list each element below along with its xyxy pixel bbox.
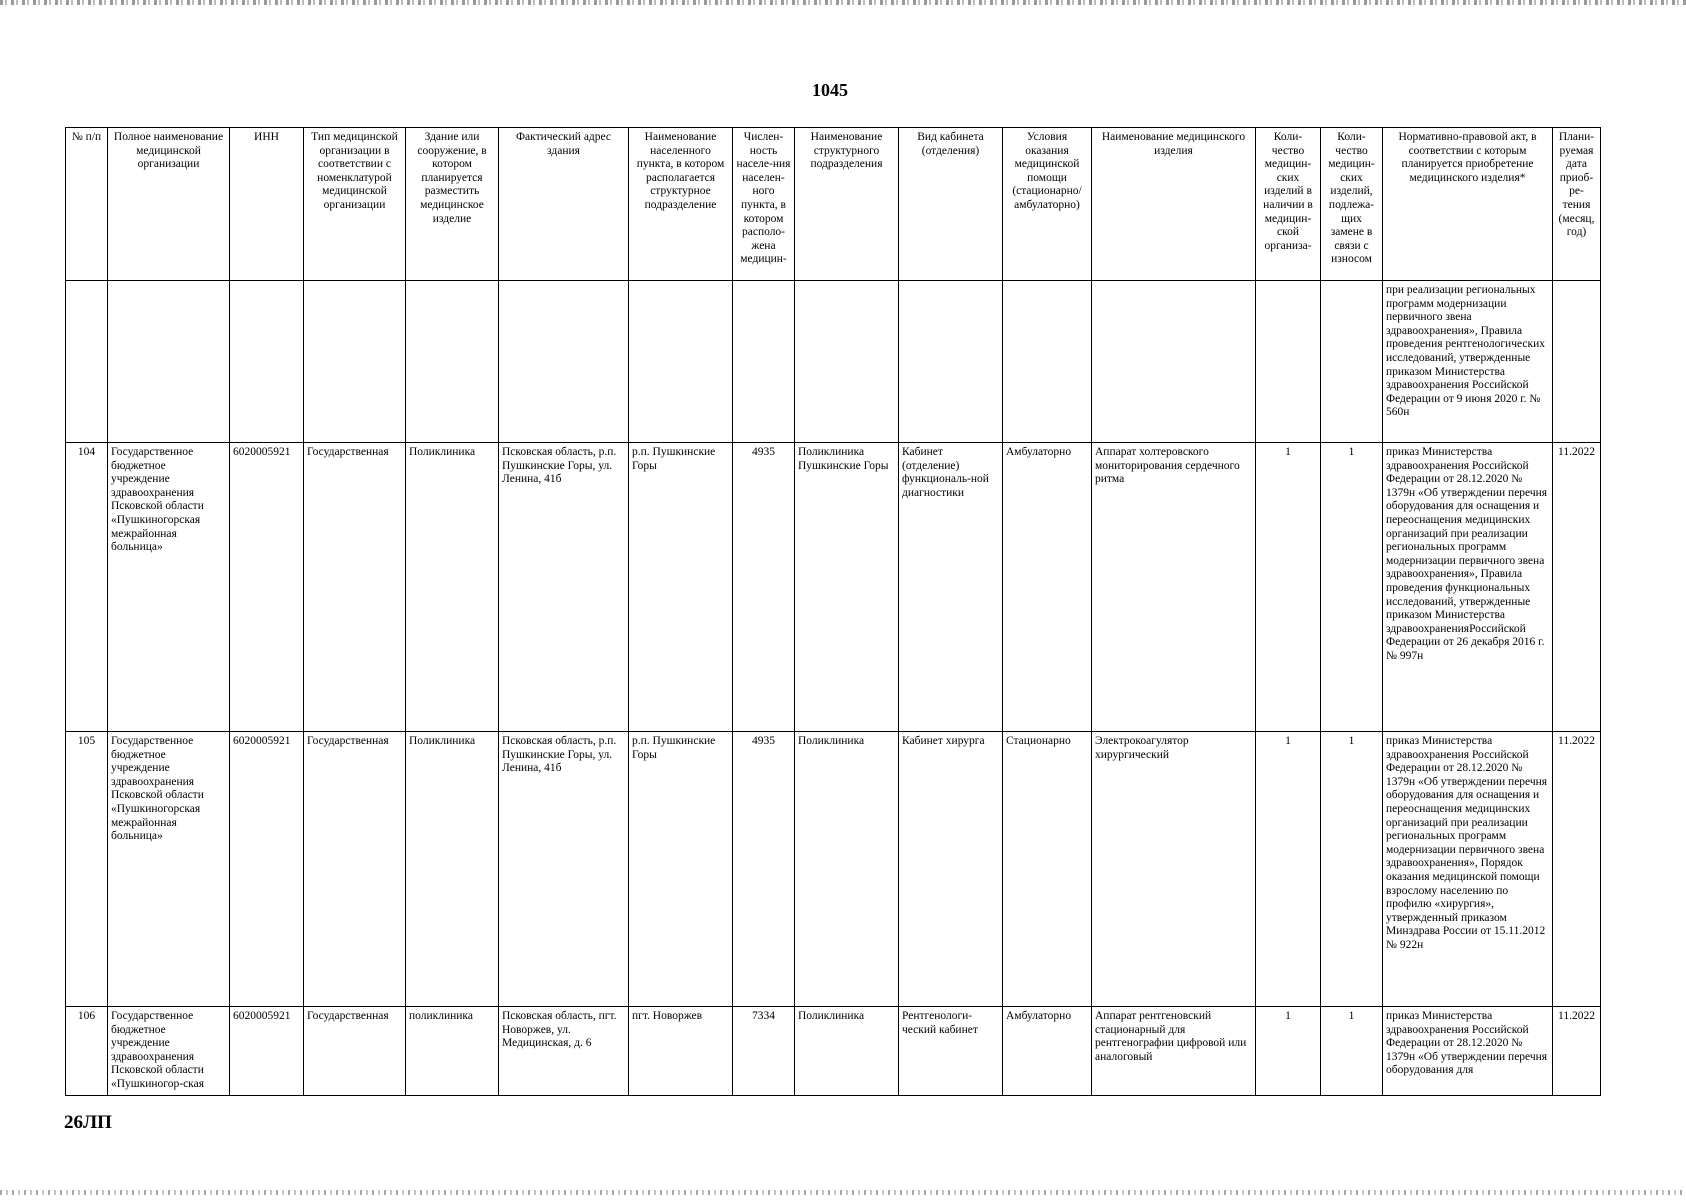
- header-cell: Вид кабинета (отделения): [899, 128, 1003, 281]
- act-cell: приказ Министерства здравоохранения Российской Федерации от 28.12.2020 № 1379н «Об утверждении перечня оборудования для оснащения и переоснащения медицинских организаций при реализации региональных программ модернизации первичного звена здравоохранения», Правила проведения функциональных исследований, утвержденные приказом Министерства здравоохраненияРоссийской Федерации от 26 декабря 2016 г. № 997н: [1383, 443, 1553, 732]
- settlement-cell: р.п. Пушкинские Горы: [629, 443, 733, 732]
- planned-date-cell: 11.2022: [1553, 1007, 1601, 1096]
- header-cell: Наименование населенного пункта, в котором располагается структурное подразделение: [629, 128, 733, 281]
- org-name-cell: Государственное бюджетное учреждение здравоохранения Псковской области «Пушкиногор-ская: [108, 1007, 230, 1096]
- device-cell: Аппарат холтеровского мониторирования сердечного ритма: [1092, 443, 1256, 732]
- empty-cell: [629, 281, 733, 443]
- division-cell: Поликлиника Пушкинские Горы: [795, 443, 899, 732]
- header-cell: Наименование структурного подразделения: [795, 128, 899, 281]
- equipment-table: [65, 127, 1601, 1096]
- division-cell: Поликлиника: [795, 1007, 899, 1096]
- conditions-cell: Стационарно: [1003, 732, 1092, 1007]
- empty-cell: [1092, 281, 1256, 443]
- header-cell: Здание или сооружение, в котором планируется разместить медицинское изделие: [406, 128, 499, 281]
- header-cell: Полное наименование медицинской организации: [108, 128, 230, 281]
- population-cell: 7334: [733, 1007, 795, 1096]
- cabinet-cell: Кабинет (отделение) функциональ-ной диагностики: [899, 443, 1003, 732]
- empty-cell: [66, 281, 108, 443]
- header-cell: Фактический адрес здания: [499, 128, 629, 281]
- empty-cell: [1256, 281, 1321, 443]
- row-number-cell: 106: [66, 1007, 108, 1096]
- header-cell: Коли-чество медицин-ских изделий в наличии в медицин-ской организа-: [1256, 128, 1321, 281]
- header-cell: Наименование медицинского изделия: [1092, 128, 1256, 281]
- org-name-cell: Государственное бюджетное учреждение здравоохранения Псковской области «Пушкиногорская межрайонная больница»: [108, 732, 230, 1007]
- qty-available-cell: 1: [1256, 443, 1321, 732]
- act-cell: при реализации региональных программ модернизации первичного звена здравоохранения», Правила проведения рентгенологических исследований, утвержденные приказом Министерства здравоохранения Российской Федерации от 9 июня 2020 г. № 560н: [1383, 281, 1553, 443]
- building-cell: Поликлиника: [406, 732, 499, 1007]
- address-cell: Псковская область, р.п. Пушкинские Горы, ул. Ленина, 41б: [499, 732, 629, 1007]
- footer-code: 26ЛП: [64, 1112, 112, 1133]
- header-cell: Коли-чество медицин-ских изделий, подлежа-щих замене в связи с износом: [1321, 128, 1383, 281]
- empty-cell: [795, 281, 899, 443]
- qty-replace-cell: 1: [1321, 732, 1383, 1007]
- table-row: [66, 732, 1601, 1007]
- empty-cell: [1553, 281, 1601, 443]
- device-cell: Электрокоагулятор хирургический: [1092, 732, 1256, 1007]
- planned-date-cell: 11.2022: [1553, 443, 1601, 732]
- building-cell: Поликлиника: [406, 443, 499, 732]
- empty-cell: [230, 281, 304, 443]
- table-row: [66, 443, 1601, 732]
- row-number-cell: 105: [66, 732, 108, 1007]
- org-type-cell: Государственная: [304, 443, 406, 732]
- division-cell: Поликлиника: [795, 732, 899, 1007]
- cabinet-cell: Рентгенологи-ческий кабинет: [899, 1007, 1003, 1096]
- conditions-cell: Амбулаторно: [1003, 443, 1092, 732]
- qty-available-cell: 1: [1256, 732, 1321, 1007]
- header-cell: Плани-руемая дата приоб-ре-тения (месяц, год): [1553, 128, 1601, 281]
- inn-cell: 6020005921: [230, 732, 304, 1007]
- org-name-cell: Государственное бюджетное учреждение здравоохранения Псковской области «Пушкиногорская межрайонная больница»: [108, 443, 230, 732]
- empty-cell: [733, 281, 795, 443]
- building-cell: поликлиника: [406, 1007, 499, 1096]
- header-cell: Условия оказания медицинской помощи (стационарно/ амбулаторно): [1003, 128, 1092, 281]
- address-cell: Псковская область, пгт. Новоржев, ул. Медицинская, д. 6: [499, 1007, 629, 1096]
- conditions-cell: Амбулаторно: [1003, 1007, 1092, 1096]
- table-row-continuation: [66, 281, 1601, 443]
- header-cell: Тип медицинской организации в соответствии с номенклатурой медицинской организации: [304, 128, 406, 281]
- qty-replace-cell: 1: [1321, 1007, 1383, 1096]
- empty-cell: [1321, 281, 1383, 443]
- planned-date-cell: 11.2022: [1553, 732, 1601, 1007]
- address-cell: Псковская область, р.п. Пушкинские Горы, ул. Ленина, 41б: [499, 443, 629, 732]
- empty-cell: [1003, 281, 1092, 443]
- settlement-cell: пгт. Новоржев: [629, 1007, 733, 1096]
- inn-cell: 6020005921: [230, 443, 304, 732]
- qty-replace-cell: 1: [1321, 443, 1383, 732]
- header-cell: № п/п: [66, 128, 108, 281]
- scan-edge-top: [0, 0, 1686, 5]
- act-cell: приказ Министерства здравоохранения Российской Федерации от 28.12.2020 № 1379н «Об утверждении перечня оборудования для: [1383, 1007, 1553, 1096]
- header-cell: ИНН: [230, 128, 304, 281]
- act-cell: приказ Министерства здравоохранения Российской Федерации от 28.12.2020 № 1379н «Об утверждении перечня оборудования для оснащения и переоснащения медицинских организаций при реализации региональных программ модернизации первичного звена здравоохранения», Порядок оказания медицинской помощи взрослому населению по профилю «хирургия», утвержденный приказом Минздрава России от 15.11.2012 № 922н: [1383, 732, 1553, 1007]
- cabinet-cell: Кабинет хирурга: [899, 732, 1003, 1007]
- population-cell: 4935: [733, 443, 795, 732]
- empty-cell: [108, 281, 230, 443]
- empty-cell: [899, 281, 1003, 443]
- header-cell: Числен-ность населе-ния населен-ного пункта, в котором располо-жена медицин-: [733, 128, 795, 281]
- inn-cell: 6020005921: [230, 1007, 304, 1096]
- page-number: 1045: [812, 80, 848, 100]
- table-header-row: [66, 128, 1601, 281]
- qty-available-cell: 1: [1256, 1007, 1321, 1096]
- row-number-cell: 104: [66, 443, 108, 732]
- settlement-cell: р.п. Пушкинские Горы: [629, 732, 733, 1007]
- table-row: [66, 1007, 1601, 1096]
- header-cell: Нормативно-правовой акт, в соответствии с которым планируется приобретение медицинского изделия*: [1383, 128, 1553, 281]
- empty-cell: [406, 281, 499, 443]
- org-type-cell: Государственная: [304, 732, 406, 1007]
- org-type-cell: Государственная: [304, 1007, 406, 1096]
- population-cell: 4935: [733, 732, 795, 1007]
- empty-cell: [304, 281, 406, 443]
- scan-edge-bottom: [0, 1190, 1686, 1195]
- empty-cell: [499, 281, 629, 443]
- device-cell: Аппарат рентгеновский стационарный для рентгенографии цифровой или аналоговый: [1092, 1007, 1256, 1096]
